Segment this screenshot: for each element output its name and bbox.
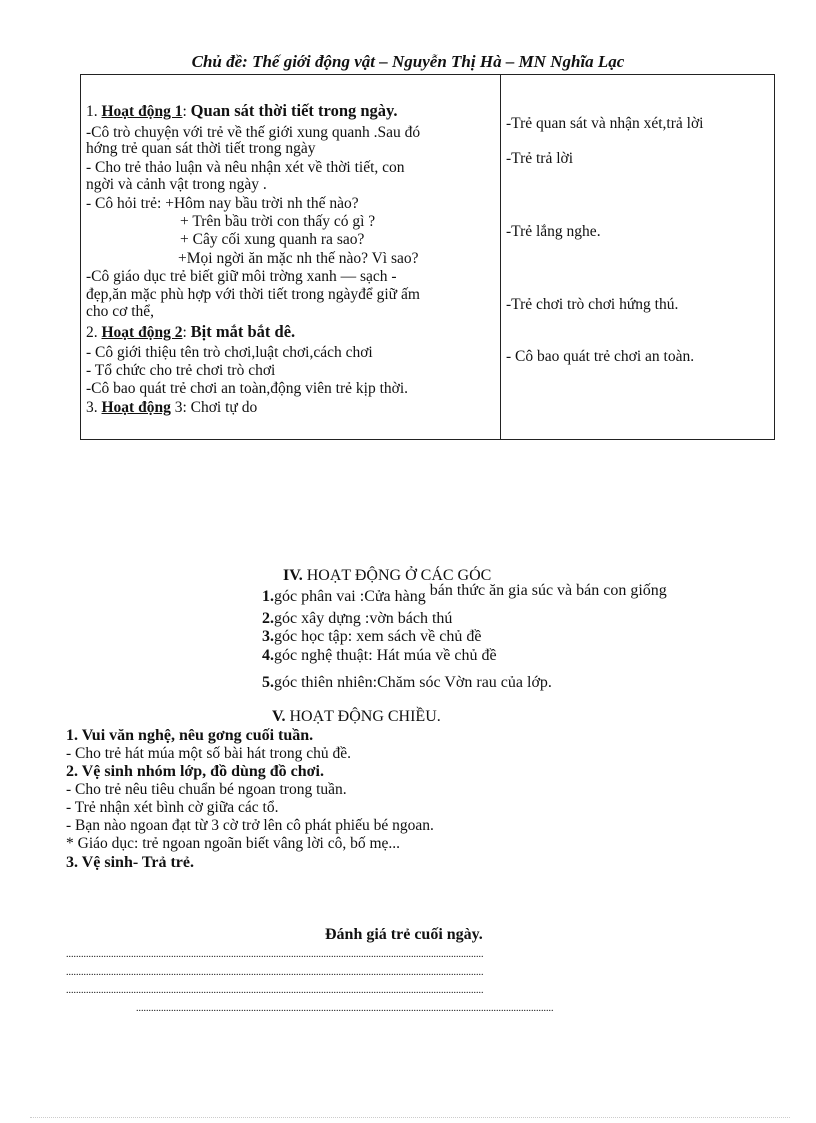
activity-3-title: Hoạt động [101,399,171,416]
corner-item-1 [262,582,667,606]
activity-1-colon: : [182,103,187,120]
corner-item-2 [262,610,452,628]
section-5-item-3-heading: 3. Vệ sinh- Trả trẻ. [66,854,194,871]
corner-item-1-extra: bán thức ăn gia súc và bán con giống [429,582,667,599]
section-5-roman: V. [272,708,286,725]
table-column-divider [500,74,501,440]
activity-2-title: Hoạt động 2 [101,324,183,341]
corner-item-5 [262,674,552,692]
left-line-6: + Trên bầu trời con thấy có gì ? [180,213,376,230]
evaluation-dots-line-4: ....................................................................................................................................................................... [136,1003,554,1014]
left-line-3: - Cho trẻ thảo luận và nêu nhận xét về thời tiết, con [86,159,405,176]
activity-1-name: Quan sát thời tiết trong ngày. [190,101,398,120]
activity-1-title: Hoạt động 1 [101,103,183,120]
left-line-10: đẹp,ăn mặc phù hợp với thời tiết trong ngàyđể giữ ấm [86,286,420,303]
activity-2-name: Bịt mắt bắt dê. [190,322,296,341]
activity-3-number: 3. [86,399,98,416]
corner-item-2-number: 2. [262,610,274,627]
left-line-14: -Cô bao quát trẻ chơi an toàn,động viên trẻ kịp thời. [86,380,409,397]
page-header: Chủ đề: Thế giới động vật – Nguyễn Thị Hà – MN Nghĩa Lạc [191,52,625,71]
evaluation-dots-line-1: ....................................................................................................................................................................... [66,949,484,960]
evaluation-dots-line-3: ....................................................................................................................................................................... [66,985,484,996]
left-line-2: hớng trẻ quan sát thời tiết trong ngày [86,140,316,157]
corner-item-5-text: góc thiên nhiên:Chăm sóc Vờn rau của lớp. [274,674,552,691]
left-line-8: +Mọi ngời ăn mặc nh thế nào? Vì sao? [178,250,419,267]
section-4-title: HOẠT ĐỘNG Ở CÁC GÓC [306,567,492,584]
corner-item-1-number: 1. [262,588,274,605]
activity-2-colon: : [182,324,187,341]
section-5-heading [272,708,441,726]
section-5-line-4: - Bạn nào ngoan đạt từ 3 cờ trở lên cô phát phiếu bé ngoan. [66,817,434,834]
left-line-9: -Cô giáo dục trẻ biết giữ môi trờng xanh — sạch - [86,268,397,285]
right-line-2: -Trẻ trả lời [506,150,574,167]
left-line-12: - Cô giới thiệu tên trò chơi,luật chơi,cách chơi [86,344,373,361]
right-line-5: - Cô bao quát trẻ chơi an toàn. [506,348,695,365]
activity-3-heading [86,400,257,416]
right-line-4: -Trẻ chơi trò chơi hứng thú. [506,296,679,313]
activity-3-rest: 3: Chơi tự do [174,399,258,416]
left-line-11: cho cơ thể, [86,303,155,320]
corner-item-1-text: góc phân vai :Cửa hàng [274,588,426,605]
left-line-7: + Cây cối xung quanh ra sao? [180,231,365,248]
corner-item-5-number: 5. [262,674,274,691]
corner-item-3 [262,628,481,646]
corner-item-3-number: 3. [262,628,274,645]
section-5-line-2: - Cho trẻ nêu tiêu chuẩn bé ngoan trong tuần. [66,781,347,798]
section-5-line-5: * Giáo dục: trẻ ngoan ngoãn biết vâng lời cô, bố mẹ... [66,835,401,852]
left-line-4: ngời và cảnh vật trong ngày . [86,176,267,193]
corner-item-4-text: góc nghệ thuật: Hát múa về chủ đề [274,647,497,664]
section-5-title: HOẠT ĐỘNG CHIỀU. [289,708,441,725]
page-bottom-divider [30,1117,790,1118]
evaluation-dots-line-2: ....................................................................................................................................................................... [66,967,484,978]
left-line-5: - Cô hỏi trẻ: +Hôm nay bầu trời nh thế nào? [86,195,359,212]
corner-item-3-text: góc học tập: xem sách về chủ đề [274,628,482,645]
activity-1-number: 1. [86,103,98,120]
right-line-3: -Trẻ lắng nghe. [506,223,601,240]
left-line-1: -Cô trò chuyện với trẻ về thế giới xung quanh .Sau đó [86,124,421,141]
section-5-item-2-heading: 2. Vệ sinh nhóm lớp, đồ dùng đồ chơi. [66,763,324,780]
corner-item-4-number: 4. [262,647,274,664]
activity-2-heading [86,324,295,341]
activity-2-number: 2. [86,324,98,341]
section-5-line-3: - Trẻ nhận xét bình cờ giữa các tổ. [66,799,279,816]
section-5-line-1: - Cho trẻ hát múa một số bài hát trong chủ đề. [66,745,351,762]
left-line-13: - Tổ chức cho trẻ chơi trò chơi [86,362,276,379]
activity-1-heading [86,103,398,120]
corner-item-2-text: góc xây dựng :vờn bách thú [274,610,453,627]
corner-item-4 [262,647,497,665]
section-5-item-1-heading: 1. Vui văn nghệ, nêu gơng cuối tuần. [66,727,314,744]
right-line-1: -Trẻ quan sát và nhận xét,trả lời [506,115,704,132]
evaluation-title: Đánh giá trẻ cuối ngày. [325,926,483,943]
section-4-roman: IV. [283,567,303,584]
